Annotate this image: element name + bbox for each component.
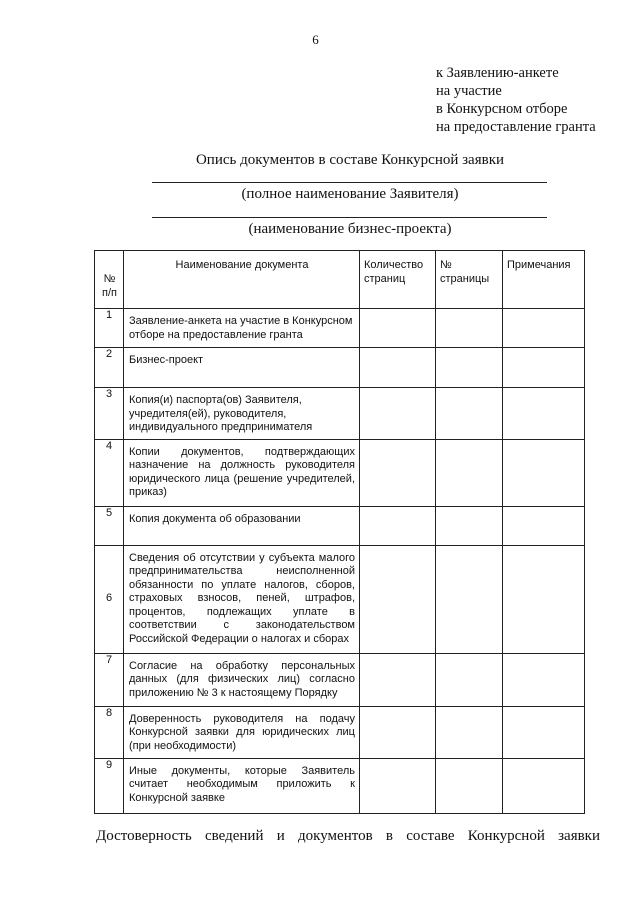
- page-numbers-cell: [436, 439, 503, 506]
- document-name: Сведения об отсутствии у субъекта малого предпринимательства неисполненной обязанности по уплате налогов, сборов, страховых взносов, пеней, штрафов, процентов, подлежащих уплате в соответствии с законодательством Российской Федерации о налогах и сборах: [124, 545, 360, 653]
- table-row: [95, 506, 585, 545]
- project-name-line: [152, 217, 547, 218]
- document-name: Копии документов, подтверждающих назначение на должность руководителя юридического лица (решение учредителей, приказ): [124, 439, 360, 506]
- table-row: [95, 348, 585, 388]
- annex-reference: [436, 64, 596, 136]
- table-row: [95, 653, 585, 706]
- row-number: 3: [95, 388, 124, 440]
- table-row: [95, 309, 585, 348]
- document-name: Бизнес-проект: [124, 348, 360, 388]
- footer-text: Достоверность сведений и документов в составе Конкурсной заявки: [96, 828, 600, 844]
- row-number: 2: [95, 348, 124, 388]
- applicant-name-line: [152, 182, 547, 183]
- annex-line: в Конкурсном отборе: [436, 101, 568, 117]
- row-number: 4: [95, 439, 124, 506]
- pages-count-cell: [360, 439, 436, 506]
- page-number: 6: [312, 32, 319, 47]
- document-name: Доверенность руководителя на подачу Конкурсной заявки для юридических лиц (при необходимости): [124, 706, 360, 758]
- page-numbers-cell: [436, 758, 503, 813]
- header-page-numbers: № страницы: [436, 251, 503, 309]
- notes-cell: [503, 388, 585, 440]
- table-row: [95, 706, 585, 758]
- documents-table: [94, 250, 585, 814]
- table-header-row: [95, 251, 585, 309]
- row-number: 1: [95, 309, 124, 348]
- page-numbers-cell: [436, 506, 503, 545]
- table-row: [95, 388, 585, 440]
- document-title: Опись документов в составе Конкурсной заявки: [195, 152, 505, 168]
- table-row: [95, 758, 585, 813]
- notes-cell: [503, 506, 585, 545]
- pages-count-cell: [360, 545, 436, 653]
- page-numbers-cell: [436, 653, 503, 706]
- notes-cell: [503, 348, 585, 388]
- row-number: 6: [95, 545, 124, 653]
- pages-count-cell: [360, 309, 436, 348]
- pages-count-cell: [360, 706, 436, 758]
- annex-line: к Заявлению-анкете: [436, 65, 559, 81]
- row-number: 5: [95, 506, 124, 545]
- pages-count-cell: [360, 758, 436, 813]
- table-row: [95, 545, 585, 653]
- page-numbers-cell: [436, 545, 503, 653]
- header-name: Наименование документа: [124, 251, 360, 309]
- notes-cell: [503, 758, 585, 813]
- page-numbers-cell: [436, 309, 503, 348]
- notes-cell: [503, 653, 585, 706]
- document-name: Заявление-анкета на участие в Конкурсном отборе на предоставление гранта: [124, 309, 360, 348]
- page-numbers-cell: [436, 348, 503, 388]
- header-notes: Примечания: [503, 251, 585, 309]
- pages-count-cell: [360, 653, 436, 706]
- project-caption: (наименование бизнес-проекта): [248, 221, 452, 237]
- page-numbers-cell: [436, 388, 503, 440]
- pages-count-cell: [360, 506, 436, 545]
- applicant-caption: (полное наименование Заявителя): [241, 186, 459, 202]
- row-number: 7: [95, 653, 124, 706]
- notes-cell: [503, 439, 585, 506]
- notes-cell: [503, 545, 585, 653]
- notes-cell: [503, 309, 585, 348]
- row-number: 9: [95, 758, 124, 813]
- header-num: № п/п: [95, 251, 124, 309]
- annex-line: на предоставление гранта: [436, 119, 596, 135]
- page-numbers-cell: [436, 706, 503, 758]
- pages-count-cell: [360, 348, 436, 388]
- annex-line: на участие: [436, 83, 502, 99]
- table-row: [95, 439, 585, 506]
- document-name: Согласие на обработку персональных данных (для физических лиц) согласно приложению № 3 к настоящему Порядку: [124, 653, 360, 706]
- notes-cell: [503, 706, 585, 758]
- header-pages-count: Количество страниц: [360, 251, 436, 309]
- row-number: 8: [95, 706, 124, 758]
- document-name: Иные документы, которые Заявитель считает необходимым приложить к Конкурсной заявке: [124, 758, 360, 813]
- document-name: Копия документа об образовании: [124, 506, 360, 545]
- document-name: Копия(и) паспорта(ов) Заявителя, учредителя(ей), руководителя, индивидуального предпринимателя: [124, 388, 360, 440]
- pages-count-cell: [360, 388, 436, 440]
